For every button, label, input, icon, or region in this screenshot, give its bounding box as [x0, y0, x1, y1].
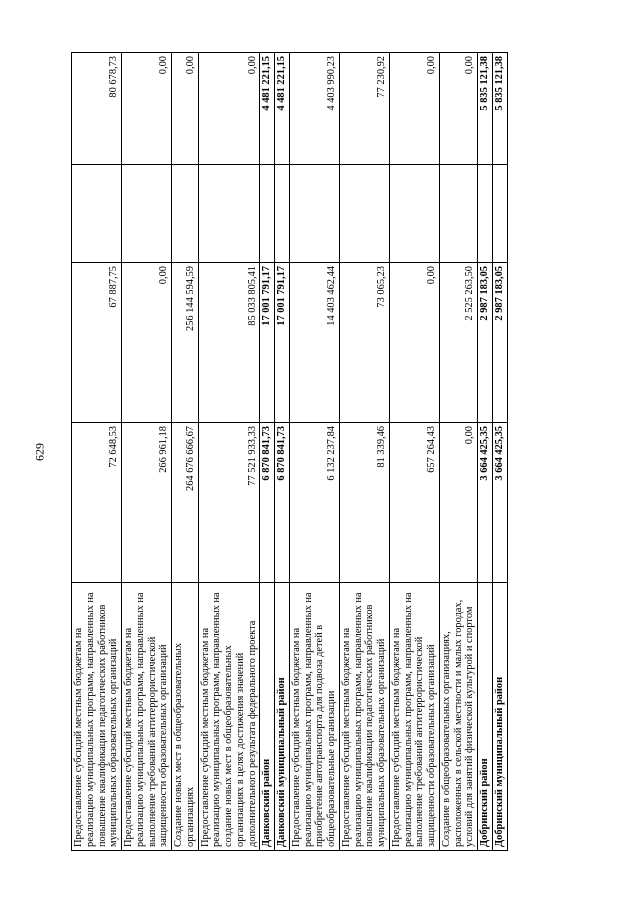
value-cell: 266 961,18 — [122, 423, 172, 583]
value-cell: 77 230,92 — [339, 53, 389, 165]
table-row — [389, 53, 439, 851]
value-cell: 0,00 — [389, 53, 439, 165]
table-row — [339, 53, 389, 851]
value-cell — [260, 165, 275, 263]
value-cell: 256 144 594,59 — [172, 263, 199, 423]
value-cell — [172, 165, 199, 263]
page-number: 629 — [32, 443, 47, 461]
value-cell: 77 521 933,33 — [198, 423, 260, 583]
table-row — [122, 53, 172, 851]
value-cell: 2 987 183,05 — [478, 263, 493, 423]
value-cell — [289, 165, 339, 263]
value-cell: 0,00 — [439, 53, 477, 165]
value-cell: 0,00 — [122, 263, 172, 423]
value-cell: 81 339,46 — [339, 423, 389, 583]
value-cell — [72, 165, 122, 263]
value-cell — [389, 165, 439, 263]
row-name-cell: Данковский район — [260, 583, 275, 851]
row-name-cell: Добринский муниципальный район — [492, 583, 507, 851]
value-cell: 0,00 — [439, 423, 477, 583]
value-cell — [275, 165, 290, 263]
value-cell: 0,00 — [172, 53, 199, 165]
value-cell: 0,00 — [198, 53, 260, 165]
value-cell — [198, 165, 260, 263]
value-cell: 5 835 121,38 — [478, 53, 493, 165]
value-cell: 264 676 666,67 — [172, 423, 199, 583]
value-cell — [122, 165, 172, 263]
value-cell: 6 132 237,84 — [289, 423, 339, 583]
row-name-cell: Данковский муниципальный район — [275, 583, 290, 851]
value-cell: 6 870 841,73 — [275, 423, 290, 583]
row-name-cell: Создание в общеобразовательных организациях, расположенных в сельской местности и малых городах, условий для занятий физической культурой и спортом — [439, 583, 477, 851]
budget-table — [71, 52, 508, 851]
table-frame — [71, 53, 600, 851]
value-cell — [339, 165, 389, 263]
table-row — [492, 53, 507, 851]
table-row — [260, 53, 275, 851]
table-row — [289, 53, 339, 851]
table-row — [439, 53, 477, 851]
value-cell: 2 987 183,05 — [492, 263, 507, 423]
table-row — [198, 53, 260, 851]
table-row — [172, 53, 199, 851]
rotated-sheet — [71, 53, 600, 851]
row-name-cell: Предоставление субсидий местным бюджетам на реализацию муниципальных программ, направленных на приобретение автотранспорта для подвоза детей в общеобразовательные организации — [289, 583, 339, 851]
value-cell: 73 065,23 — [339, 263, 389, 423]
value-cell — [492, 165, 507, 263]
value-cell: 17 001 791,17 — [275, 263, 290, 423]
value-cell: 2 525 263,50 — [439, 263, 477, 423]
row-name-cell: Предоставление субсидий местным бюджетам на реализацию муниципальных программ, направленных на повышение квалификации педагогических работников муниципальных образовательных организаций — [72, 583, 122, 851]
value-cell: 0,00 — [122, 53, 172, 165]
table-row — [478, 53, 493, 851]
row-name-cell: Предоставление субсидий местным бюджетам на реализацию муниципальных программ, направленных на выполнение требований антитеррористической защищенности образовательных организаций — [389, 583, 439, 851]
table-body — [72, 53, 508, 851]
value-cell: 6 870 841,73 — [260, 423, 275, 583]
row-name-cell: Предоставление субсидий местным бюджетам на реализацию муниципальных программ, направленных на выполнение требований антитеррористической защищенности образовательных организаций — [122, 583, 172, 851]
value-cell — [478, 165, 493, 263]
value-cell: 3 664 425,35 — [492, 423, 507, 583]
value-cell: 657 264,43 — [389, 423, 439, 583]
row-name-cell: Предоставление субсидий местным бюджетам на реализацию муниципальных программ, направленных на создание новых мест в общеобразовательных организациях в целях достижения значений дополнительного результата федерального проекта — [198, 583, 260, 851]
value-cell: 3 664 425,35 — [478, 423, 493, 583]
row-name-cell: Создание новых мест в общеобразовательных организациях — [172, 583, 199, 851]
table-row — [275, 53, 290, 851]
value-cell: 67 887,75 — [72, 263, 122, 423]
value-cell: 4 481 221,15 — [275, 53, 290, 165]
table-row — [72, 53, 122, 851]
value-cell: 72 648,53 — [72, 423, 122, 583]
value-cell: 85 033 805,41 — [198, 263, 260, 423]
value-cell: 14 403 462,44 — [289, 263, 339, 423]
row-name-cell: Предоставление субсидий местным бюджетам на реализацию муниципальных программ, направленных на повышение квалификации педагогических работников муниципальных образовательных организаций — [339, 583, 389, 851]
value-cell — [439, 165, 477, 263]
value-cell: 0,00 — [389, 263, 439, 423]
value-cell: 80 678,73 — [72, 53, 122, 165]
value-cell: 5 835 121,38 — [492, 53, 507, 165]
row-name-cell: Добринский район — [478, 583, 493, 851]
value-cell: 4 403 990,23 — [289, 53, 339, 165]
value-cell: 4 481 221,15 — [260, 53, 275, 165]
value-cell: 17 001 791,17 — [260, 263, 275, 423]
